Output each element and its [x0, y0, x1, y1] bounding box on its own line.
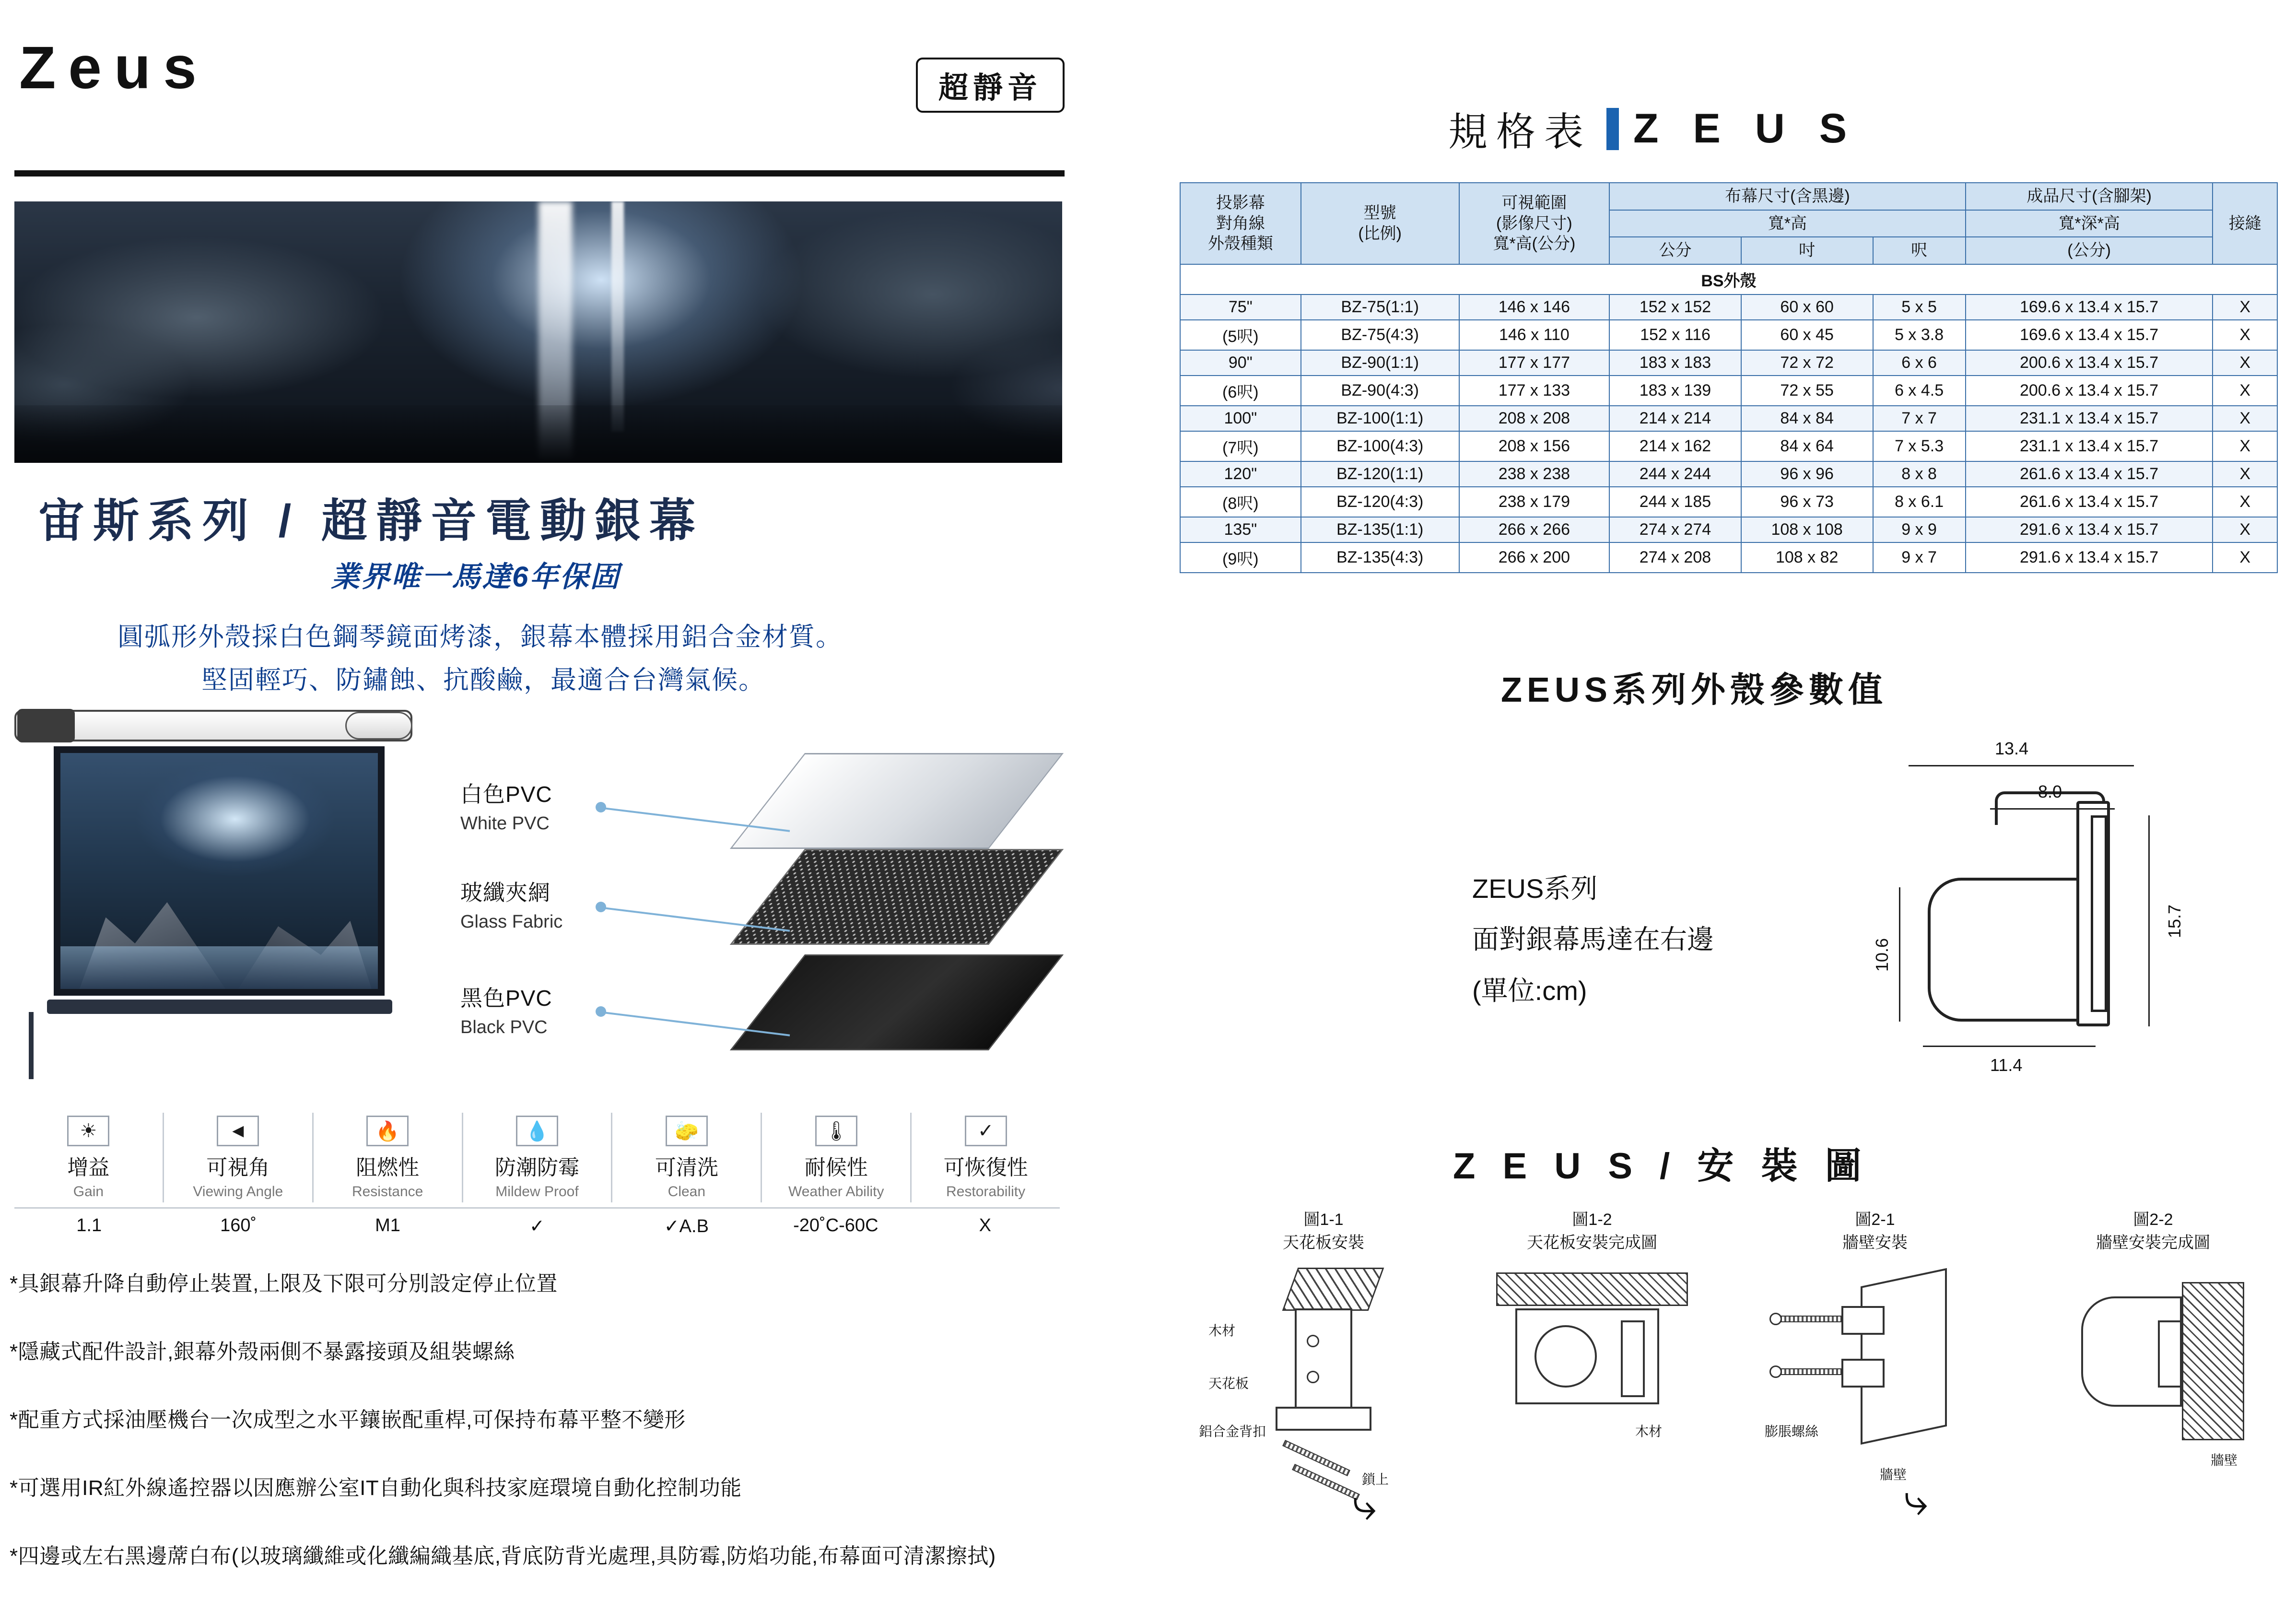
cell-size: (7呎)	[1180, 431, 1301, 461]
cell-cm: 152 x 152	[1609, 294, 1741, 320]
feature-value-gain: 1.1	[76, 1215, 102, 1235]
install-fig-1-2	[1463, 1209, 1722, 1531]
install-fig-number: 圖1-1	[1303, 1211, 1344, 1229]
th-product-sub: 寬*深*高	[1966, 210, 2213, 237]
wipe-icon: 🧽	[666, 1116, 708, 1146]
feature-value-resistance: M1	[375, 1215, 400, 1235]
th-fabric-sub: 寬*高	[1609, 210, 1966, 237]
cell-ft: 8 x 8	[1873, 461, 1966, 487]
feature-label-en: Resistance	[351, 1184, 423, 1200]
hero-light-beam-secondary	[611, 201, 624, 432]
case-rail-side	[2158, 1320, 2182, 1388]
table-row	[1180, 487, 2277, 517]
cell-ft: 6 x 4.5	[1873, 376, 1966, 406]
dim-top-width: 13.4	[1995, 739, 2029, 758]
install-caption	[2024, 1209, 2283, 1254]
feature-cell-weather	[762, 1113, 912, 1202]
feature-value-viewing-angle: 160˚	[220, 1215, 257, 1235]
feature-cell-mildew-proof	[463, 1113, 613, 1202]
check-icon: ✓	[965, 1116, 1007, 1146]
wall-bracket-upper	[1841, 1306, 1885, 1335]
dim-line-right-height	[2148, 815, 2150, 1026]
note-item: *具銀幕升降自動停止裝置,上限及下限可分別設定停止位置	[10, 1272, 558, 1295]
cell-view: 266 x 200	[1459, 542, 1610, 573]
table-row	[1180, 320, 2277, 350]
cell-cm: 274 x 208	[1609, 542, 1741, 573]
cell-view: 266 x 266	[1459, 517, 1610, 542]
notes-list	[10, 1266, 1108, 1607]
th-unit-cm: 公分	[1609, 237, 1741, 264]
bracket-hole-1	[1307, 1335, 1319, 1347]
cell-ft: 7 x 5.3	[1873, 431, 1966, 461]
screen-casing-endcap-right	[345, 712, 412, 740]
description-line-2: 堅固輕巧、防鏽蝕、抗酸鹼，最適合台灣氣候。	[201, 666, 765, 694]
feature-label-cn: 耐候性	[804, 1156, 868, 1179]
expansion-screw-head-1	[1769, 1313, 1782, 1325]
note-item: *可選用IR紅外線遙控器以因應辦公室IT自動化與科技家庭環境自動化控制功能	[10, 1476, 742, 1500]
cell-ft: 9 x 9	[1873, 517, 1966, 542]
layer-leader-dot-3	[596, 1006, 606, 1017]
install-fig-number: 圖2-2	[2133, 1211, 2173, 1229]
case-roller-circle	[1535, 1325, 1597, 1388]
th-product-group: 成品尺寸(含腳架)	[1966, 183, 2213, 210]
droplet-icon: 💧	[516, 1116, 558, 1146]
cell-product: 200.6 x 13.4 x 15.7	[1966, 350, 2213, 376]
cell-ft: 6 x 6	[1873, 350, 1966, 376]
dim-line-bottom-width	[1923, 1046, 2096, 1047]
table-row	[1180, 406, 2277, 431]
note-item: *隱藏式配件設計,銀幕外殼兩側不暴露接頭及組裝螺絲	[10, 1340, 515, 1364]
cell-model: BZ-75(1:1)	[1301, 294, 1459, 320]
note-item: *四邊或左右黑邊蓆白布(以玻璃纖維或化纖編織基底,背底防背光處理,具防霉,防焰功能,布幕面可清潔擦拭)	[10, 1544, 996, 1568]
th-unit-ft: 呎	[1873, 237, 1966, 264]
screen-frame	[54, 746, 385, 996]
install-art	[1477, 1263, 1707, 1531]
cell-seam: X	[2213, 487, 2277, 517]
projector-screen-illustration	[10, 705, 441, 1084]
table-row	[1180, 350, 2277, 376]
cell-product: 231.1 x 13.4 x 15.7	[1966, 431, 2213, 461]
install-caption	[1463, 1209, 1722, 1254]
feature-cell-viewing-angle	[164, 1113, 314, 1202]
cell-model: BZ-100(4:3)	[1301, 431, 1459, 461]
cell-inch: 84 x 64	[1741, 431, 1873, 461]
th-fabric-group: 布幕尺寸(含黑邊)	[1609, 183, 1966, 210]
feature-label-en: Mildew Proof	[495, 1184, 579, 1200]
layer-label-cn: 白色PVC	[460, 782, 552, 807]
dim-line-inner-width	[1990, 808, 2115, 810]
series-title: 宙斯系列 / 超靜音電動銀幕	[38, 495, 704, 547]
feature-label-cn: 防潮防霉	[495, 1156, 579, 1179]
cell-size: (8呎)	[1180, 487, 1301, 517]
feature-label-cn: 阻燃性	[356, 1156, 420, 1179]
angle-icon: ◄	[217, 1116, 259, 1146]
layer-leader-dot-1	[596, 802, 606, 812]
spec-heading-en: Z E U S	[1633, 106, 1859, 152]
cell-view: 146 x 110	[1459, 320, 1610, 350]
install-fig-1-1	[1194, 1209, 1453, 1531]
ceiling-hatch	[1496, 1272, 1688, 1306]
dim-inner-width: 8.0	[2038, 782, 2062, 801]
install-label: 牆壁	[2211, 1453, 2238, 1468]
flame-icon: 🔥	[366, 1116, 409, 1146]
cell-product: 231.1 x 13.4 x 15.7	[1966, 406, 2213, 431]
dim-left-height: 10.6	[1872, 938, 1892, 972]
install-fig-number: 圖1-2	[1572, 1211, 1612, 1229]
install-caption	[1745, 1209, 2004, 1254]
feature-cell-gain	[14, 1113, 164, 1202]
cell-cm: 214 x 162	[1609, 431, 1741, 461]
feature-label-en: Clean	[668, 1184, 706, 1200]
cell-product: 169.6 x 13.4 x 15.7	[1966, 294, 2213, 320]
cell-model: BZ-100(1:1)	[1301, 406, 1459, 431]
dim-bottom-width: 11.4	[1990, 1055, 2023, 1075]
cell-seam: X	[2213, 461, 2277, 487]
cell-ft: 5 x 3.8	[1873, 320, 1966, 350]
screen-weight-bar	[47, 1000, 392, 1014]
flow-arrow-icon: ⤷	[1904, 1476, 1928, 1525]
cell-inch: 72 x 55	[1741, 376, 1873, 406]
wall-bracket-lower	[1841, 1359, 1885, 1388]
table-row	[1180, 294, 2277, 320]
cell-ft: 7 x 7	[1873, 406, 1966, 431]
right-column	[1165, 0, 2296, 1612]
cell-inch: 96 x 73	[1741, 487, 1873, 517]
case-cross-section-diagram	[1851, 719, 2296, 1094]
expansion-screw-1	[1779, 1316, 1841, 1322]
layer-glass-fabric	[767, 849, 1026, 945]
th-seam: 接縫	[2213, 183, 2277, 264]
spec-heading-cn: 規格表	[1448, 110, 1593, 154]
cell-cm: 244 x 185	[1609, 487, 1741, 517]
feature-value-row	[14, 1215, 1060, 1237]
cell-cm: 244 x 244	[1609, 461, 1741, 487]
expansion-screw-2	[1779, 1368, 1841, 1375]
layer-leader-dot-2	[596, 902, 606, 912]
feature-value-mildew-proof: ✓	[529, 1216, 545, 1236]
case-note-line: ZEUS系列	[1472, 873, 1598, 904]
install-fig-caption: 牆壁安裝完成圖	[2096, 1233, 2210, 1252]
feature-label-cn: 增益	[67, 1156, 110, 1179]
th-model: 型號 (比例)	[1301, 183, 1459, 264]
cell-view: 177 x 177	[1459, 350, 1610, 376]
description-line-1: 圓弧形外殼採白色鋼琴鏡面烤漆，銀幕本體採用鋁合金材質。	[117, 623, 843, 651]
hero-image	[14, 201, 1062, 463]
feature-value-clean: ✓A.B	[664, 1216, 709, 1236]
case-rail-side	[1621, 1320, 1645, 1397]
feature-label-en: Gain	[73, 1184, 104, 1200]
expansion-screw-head-2	[1769, 1365, 1782, 1378]
cell-product: 291.6 x 13.4 x 15.7	[1966, 542, 2213, 573]
feature-label-en: Weather Ability	[788, 1184, 884, 1200]
dim-line-top-width	[1909, 765, 2134, 766]
install-art	[2038, 1263, 2268, 1531]
feature-cell-restorability	[912, 1113, 1060, 1202]
install-caption	[1194, 1209, 1453, 1254]
bracket-base	[1276, 1407, 1371, 1431]
brand-title: Zeus	[19, 35, 209, 101]
cell-model: BZ-90(4:3)	[1301, 376, 1459, 406]
case-outline	[1928, 878, 2086, 1022]
feature-label-cn: 可恢復性	[943, 1156, 1028, 1179]
layer-white-pvc	[767, 753, 1026, 849]
wall-hatch	[2182, 1282, 2244, 1440]
cell-ft: 5 x 5	[1873, 294, 1966, 320]
install-label: 木材	[1208, 1323, 1236, 1339]
feature-label-en: Viewing Angle	[193, 1184, 283, 1200]
spec-heading	[1448, 101, 1858, 157]
layer-label-black-pvc	[460, 981, 552, 1038]
cell-ft: 9 x 7	[1873, 542, 1966, 573]
case-note-line: (單位:cm)	[1472, 975, 1587, 1006]
flow-arrow-icon: ⤷	[1352, 1481, 1377, 1530]
cell-cm: 274 x 274	[1609, 517, 1741, 542]
table-section-label: BS外殼	[1180, 264, 2277, 294]
cell-model: BZ-90(1:1)	[1301, 350, 1459, 376]
cell-product: 261.6 x 13.4 x 15.7	[1966, 487, 2213, 517]
cell-cm: 214 x 214	[1609, 406, 1741, 431]
cell-size: 90"	[1180, 350, 1301, 376]
layer-label-glass-fabric	[460, 875, 562, 932]
layer-label-en: Glass Fabric	[460, 912, 563, 932]
install-label: 天花板	[1208, 1376, 1249, 1391]
silent-badge: 超靜音	[916, 58, 1065, 113]
dim-right-height: 15.7	[2165, 904, 2185, 939]
install-label: 牆壁	[1880, 1467, 1907, 1483]
header-divider	[14, 170, 1065, 176]
wall-panel	[1861, 1268, 1947, 1445]
fabric-layers-diagram	[456, 748, 1055, 1084]
cell-inch: 72 x 72	[1741, 350, 1873, 376]
install-fig-caption: 天花板安裝完成圖	[1527, 1233, 1657, 1252]
layer-label-cn: 黑色PVC	[460, 986, 552, 1011]
ceiling-board-hatch	[1282, 1268, 1384, 1311]
cell-product: 200.6 x 13.4 x 15.7	[1966, 376, 2213, 406]
feature-label-en: Restorability	[946, 1184, 1026, 1200]
note-item: *配重方式採油壓機台一次成型之水平鑲嵌配重桿,可保持布幕平整不變形	[10, 1408, 686, 1432]
cell-seam: X	[2213, 376, 2277, 406]
install-fig-caption: 牆壁安裝	[1842, 1233, 1908, 1252]
cell-model: BZ-120(1:1)	[1301, 461, 1459, 487]
install-fig-2-2	[2024, 1209, 2283, 1531]
case-notes	[1472, 863, 1714, 1016]
sun-icon: ☀	[67, 1116, 109, 1146]
warranty-text: 業界唯一馬達6年保固	[331, 561, 621, 593]
bracket-plate	[1295, 1308, 1352, 1419]
th-unit-cm2: (公分)	[1966, 237, 2213, 264]
install-label: 鎖上	[1362, 1472, 1389, 1487]
table-row	[1180, 431, 2277, 461]
th-view-area: 可視範圍 (影像尺寸) 寬*高(公分)	[1459, 183, 1610, 264]
cell-view: 208 x 156	[1459, 431, 1610, 461]
layer-label-en: White PVC	[460, 813, 550, 834]
cell-view: 238 x 238	[1459, 461, 1610, 487]
feature-value-restorability: X	[979, 1215, 991, 1235]
install-diagrams	[1180, 1209, 2283, 1592]
thermometer-icon: 🌡	[815, 1116, 857, 1146]
cell-model: BZ-135(4:3)	[1301, 542, 1459, 573]
screen-stand-leg	[29, 1012, 48, 1079]
install-art	[1199, 1263, 1439, 1531]
specification-table	[1180, 182, 2278, 573]
table-row	[1180, 461, 2277, 487]
install-title: Z E U S / 安 裝 圖	[1453, 1146, 1870, 1187]
cell-view: 177 x 133	[1459, 376, 1610, 406]
layer-label-white-pvc	[460, 777, 552, 834]
bracket-hole-2	[1307, 1371, 1319, 1383]
layer-label-cn: 玻纖夾網	[460, 880, 551, 905]
cell-product: 169.6 x 13.4 x 15.7	[1966, 320, 2213, 350]
feature-table	[14, 1113, 1060, 1236]
cell-model: BZ-75(4:3)	[1301, 320, 1459, 350]
cell-model: BZ-135(1:1)	[1301, 517, 1459, 542]
cell-product: 291.6 x 13.4 x 15.7	[1966, 517, 2213, 542]
cell-product: 261.6 x 13.4 x 15.7	[1966, 461, 2213, 487]
screw-2	[1292, 1464, 1360, 1500]
table-section-row	[1180, 264, 2277, 294]
feature-cell-resistance	[314, 1113, 463, 1202]
cell-model: BZ-120(4:3)	[1301, 487, 1459, 517]
cell-size: 75"	[1180, 294, 1301, 320]
cell-inch: 108 x 82	[1741, 542, 1873, 573]
cell-seam: X	[2213, 542, 2277, 573]
cell-inch: 84 x 84	[1741, 406, 1873, 431]
case-side-rail-inner	[2091, 815, 2107, 1012]
cell-inch: 60 x 45	[1741, 320, 1873, 350]
cell-size: (6呎)	[1180, 376, 1301, 406]
cell-size: (9呎)	[1180, 542, 1301, 573]
feature-label-cn: 可清洗	[655, 1156, 718, 1179]
cell-view: 208 x 208	[1459, 406, 1610, 431]
cell-ft: 8 x 6.1	[1873, 487, 1966, 517]
cell-seam: X	[2213, 294, 2277, 320]
cell-seam: X	[2213, 517, 2277, 542]
install-fig-number: 圖2-1	[1855, 1211, 1895, 1229]
screen-sample-image	[60, 753, 378, 989]
layer-label-en: Black PVC	[460, 1017, 548, 1037]
cell-size: 100"	[1180, 406, 1301, 431]
cell-seam: X	[2213, 406, 2277, 431]
feature-value-weather: -20˚C-60C	[793, 1215, 879, 1235]
install-art	[1760, 1263, 1990, 1531]
install-fig-2-1	[1745, 1209, 2004, 1531]
parameter-title: ZEUS系列外殼參數值	[1501, 671, 1888, 709]
install-label: 木材	[1635, 1424, 1663, 1439]
cell-view: 238 x 179	[1459, 487, 1610, 517]
install-fig-caption: 天花板安裝	[1283, 1233, 1364, 1252]
cell-cm: 152 x 116	[1609, 320, 1741, 350]
screen-image-water	[60, 946, 378, 989]
cell-size: 120"	[1180, 461, 1301, 487]
case-note-line: 面對銀幕馬達在右邊	[1472, 924, 1714, 955]
screw-1	[1282, 1440, 1350, 1476]
cell-size: (5呎)	[1180, 320, 1301, 350]
layer-black-pvc	[767, 954, 1026, 1050]
screen-casing-endcap-left	[17, 709, 75, 742]
dim-line-left-height	[1899, 887, 1900, 1022]
cell-seam: X	[2213, 320, 2277, 350]
table-row	[1180, 517, 2277, 542]
feature-row	[14, 1113, 1060, 1202]
cell-inch: 60 x 60	[1741, 294, 1873, 320]
cell-view: 146 x 146	[1459, 294, 1610, 320]
cell-size: 135"	[1180, 517, 1301, 542]
cell-cm: 183 x 139	[1609, 376, 1741, 406]
cell-seam: X	[2213, 431, 2277, 461]
install-label: 膨脹螺絲	[1765, 1424, 1819, 1439]
install-label: 鋁合金背扣	[1199, 1424, 1266, 1439]
hero-ground	[14, 405, 1062, 463]
table-row	[1180, 542, 2277, 573]
th-unit-inch: 吋	[1741, 237, 1873, 264]
cell-inch: 96 x 96	[1741, 461, 1873, 487]
feature-cell-clean	[612, 1113, 762, 1202]
table-row	[1180, 376, 2277, 406]
th-screen-type: 投影幕 對角線 外殼種類	[1180, 183, 1301, 264]
accent-bar	[1606, 108, 1619, 150]
cell-seam: X	[2213, 350, 2277, 376]
cell-cm: 183 x 183	[1609, 350, 1741, 376]
feature-label-cn: 可視角	[206, 1156, 270, 1179]
feature-divider	[14, 1207, 1060, 1209]
cell-inch: 108 x 108	[1741, 517, 1873, 542]
